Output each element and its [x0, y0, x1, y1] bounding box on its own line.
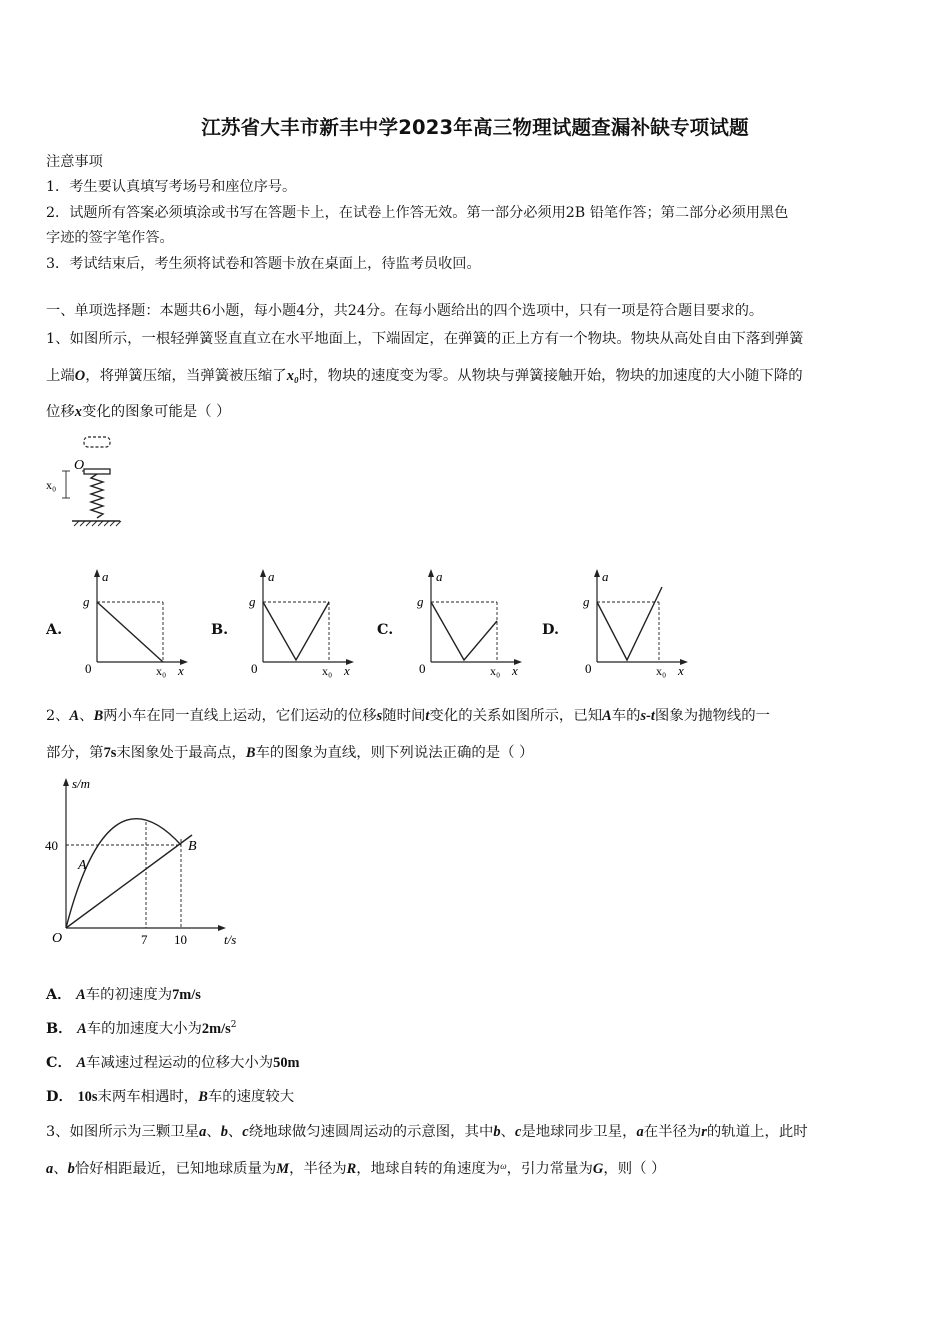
q2-text: 末图象处于最高点，: [116, 745, 246, 761]
line-b-label: B: [188, 839, 197, 854]
spring-top-plate: [84, 469, 110, 474]
answer-var: B: [198, 1089, 208, 1105]
curve: [597, 587, 662, 660]
note-item-1: 1．考生要认真填写考场号和座位序号。: [46, 179, 297, 195]
q3-var-b: b: [220, 1124, 228, 1140]
q3-text: ，则（ ）: [603, 1161, 666, 1177]
notes-heading: 注意事项: [46, 154, 103, 170]
answer-var: A: [76, 987, 86, 1003]
q1-text: 时，物块的速度变为零。从物块与弹簧接触开始，物块的加速度的大小随下降的: [298, 368, 803, 384]
q3-text: 、: [53, 1161, 68, 1177]
q3-var-c: c: [242, 1124, 249, 1140]
q3-var-a: a: [46, 1161, 54, 1177]
answer-sup: 2: [230, 1020, 237, 1031]
answer-value: 7m/s: [172, 987, 201, 1003]
q2-answer-a[interactable]: [46, 983, 201, 1004]
a-label: a: [268, 569, 275, 584]
q2-var-s: s: [376, 708, 383, 724]
q3-var-a: a: [636, 1124, 644, 1140]
q2-var-b: B: [245, 745, 256, 761]
q1-graph-d: [580, 565, 690, 680]
zero-label: 0: [585, 661, 592, 676]
q2-st-graph: [44, 772, 244, 947]
q3-var-r: R: [346, 1161, 357, 1177]
q3-text: ，半径为: [289, 1161, 347, 1177]
q1-graph-a: [80, 565, 190, 680]
note-item-2-cont: 字迹的签字笔作答。: [46, 230, 174, 246]
q2-var-a: A: [602, 708, 612, 724]
note-item-3: 3．考试结束后，考生须将试卷和答题卡放在桌面上，待监考员收回。: [46, 256, 481, 272]
answer-value: 50m: [273, 1055, 300, 1071]
q1-text: 变化的图象可能是（ ）: [82, 404, 231, 420]
q1-text: 上端: [46, 368, 75, 384]
answer-text: 车减速过程运动的位移大小为: [86, 1055, 274, 1071]
q3-text: 绕地球做匀速圆周运动的示意图，其中: [248, 1124, 494, 1140]
q2-value: 7s: [103, 745, 117, 761]
a-label: a: [602, 569, 609, 584]
q2-var-t: t: [425, 708, 430, 724]
spring-coil: [91, 474, 103, 518]
q3-var-b: b: [67, 1161, 75, 1177]
q1-line-1: 1、如图所示，一根轻弹簧竖直直立在水平地面上，下端固定，在弹簧的正上方有一个物块。物块从高处自由下落到弹簧: [46, 331, 804, 347]
q3-text: 、: [227, 1124, 243, 1140]
zero-label: 0: [251, 661, 258, 676]
q1-text: 位移: [46, 404, 75, 420]
spring-x0-label: x₀: [46, 478, 57, 492]
q1-graph-c: [414, 565, 524, 680]
q1-var-o: O: [74, 368, 86, 384]
q2-text: 、: [79, 708, 94, 724]
q1-line-3: [46, 400, 230, 421]
q3-text: ，引力常量为: [506, 1161, 593, 1177]
note-item-2: 2．试题所有答案必须填涂或书写在答题卡上，在试卷上作答无效。第一部分必须用2B 铅笔作答；第二部分必须用黑色: [46, 205, 789, 221]
q1-option-b[interactable]: B.: [211, 621, 229, 638]
g-label: g: [83, 594, 90, 609]
q1-graph-b: [246, 565, 356, 680]
q3-var-omega: ω: [500, 1161, 507, 1171]
ylabel: s/m: [72, 776, 91, 791]
q2-text: 车的图象为直线，则下列说法正确的是（ ）: [255, 745, 534, 761]
answer-letter: C．: [46, 1054, 72, 1071]
spring-figure: [40, 432, 130, 532]
q1-var-x: x: [74, 404, 82, 420]
x0-label: x₀: [656, 664, 667, 678]
y-arrow: [260, 569, 266, 577]
q2-answer-b[interactable]: [46, 1017, 236, 1038]
q2-text: 变化的关系如图所示，已知: [429, 708, 603, 724]
q3-text: 是地球同步卫星，: [521, 1124, 637, 1140]
answer-value: 2m/s: [201, 1021, 231, 1037]
g-label: g: [583, 594, 590, 609]
a-label: a: [102, 569, 109, 584]
answer-text: 车的速度较大: [207, 1089, 295, 1105]
q1-option-c[interactable]: C.: [377, 621, 394, 638]
q1-line-2: [46, 364, 803, 385]
q3-var-g: G: [592, 1161, 604, 1177]
curve-a-label: A: [78, 858, 87, 873]
xlabel: t/s: [224, 932, 237, 947]
q2-answer-c[interactable]: [46, 1051, 300, 1072]
block-dashed: [84, 437, 110, 447]
g-label: g: [417, 594, 424, 609]
answer-var: A: [77, 1021, 87, 1037]
q2-var-a: A: [69, 708, 80, 724]
q3-var-b: b: [493, 1124, 501, 1140]
spring-o-label: O: [74, 458, 85, 473]
q2-answer-d[interactable]: [46, 1085, 294, 1106]
origin-label: O: [52, 931, 63, 946]
line-b: [66, 835, 192, 928]
curve: [97, 602, 163, 662]
q2-line-1: [46, 704, 770, 725]
q3-line-1: [46, 1120, 808, 1141]
answer-letter: A．: [46, 986, 72, 1003]
x-label: x: [344, 663, 350, 678]
answer-letter: D．: [46, 1088, 73, 1105]
answer-text: 车的加速度大小为: [86, 1021, 202, 1037]
x0-label: x₀: [156, 664, 167, 678]
q3-line-2: [46, 1157, 665, 1178]
x-tick-7: 7: [141, 932, 148, 947]
q3-text: 、: [500, 1124, 515, 1140]
q3-text: 的轨道上，此时: [706, 1124, 808, 1140]
q2-var-b: B: [93, 708, 104, 724]
answer-text: 车的初速度为: [85, 987, 173, 1003]
zero-label: 0: [419, 661, 426, 676]
x-tick-10: 10: [174, 932, 187, 947]
y-arrow: [594, 569, 600, 577]
x-label: x: [512, 663, 518, 678]
y-arrow: [428, 569, 434, 577]
section-heading: 一、单项选择题：本题共6小题，每小题4分，共24分。在每小题给出的四个选项中，只有一项是符合题目要求的。: [46, 303, 764, 319]
q2-text: 图象为抛物线的一: [654, 708, 771, 724]
curve: [263, 602, 329, 660]
q3-text: 恰好相距最近，已知地球质量为: [74, 1161, 277, 1177]
x-label: x: [178, 663, 184, 678]
a-label: a: [436, 569, 443, 584]
y-tick-40: 40: [45, 838, 58, 853]
q2-text: 部分，第: [46, 745, 104, 761]
q2-text: 2、: [46, 708, 70, 724]
x-label: x: [678, 663, 684, 678]
answer-letter: B．: [46, 1020, 73, 1037]
q1-option-d[interactable]: D.: [542, 621, 559, 638]
q2-text: 随时间: [382, 708, 426, 724]
q2-line-2: [46, 741, 534, 762]
answer-var: A: [76, 1055, 87, 1071]
q3-var-m: M: [276, 1161, 290, 1177]
curve: [431, 602, 497, 660]
y-arrow: [94, 569, 100, 577]
curve-a: [66, 819, 181, 928]
q2-var-st: s-t: [640, 708, 655, 724]
q2-text: 两小车在同一直线上运动，它们运动的位移: [103, 708, 377, 724]
q1-option-a[interactable]: A.: [46, 621, 63, 638]
page-title: 江苏省大丰市新丰中学2023年高三物理试题查漏补缺专项试题: [201, 116, 749, 139]
x-arrow: [218, 925, 226, 931]
answer-text: 末两车相遇时，: [97, 1089, 199, 1105]
q3-var-c: c: [514, 1124, 522, 1140]
q3-text: 3、如图所示为三颗卫星: [46, 1124, 200, 1140]
x0-label: x₀: [490, 664, 501, 678]
q1-text: ，将弹簧压缩，当弹簧被压缩了: [85, 368, 287, 384]
q3-var-r: r: [701, 1124, 707, 1140]
answer-value: 10s: [77, 1089, 98, 1105]
y-arrow: [63, 778, 69, 786]
q2-text: 车的: [611, 708, 641, 724]
zero-label: 0: [85, 661, 92, 676]
g-label: g: [249, 594, 256, 609]
q3-text: 在半径为: [643, 1124, 702, 1140]
q1-var-x0: x₀: [286, 368, 299, 384]
q3-text: 、: [206, 1124, 221, 1140]
q3-text: ，地球自转的角速度为: [356, 1161, 501, 1177]
q3-var-a: a: [199, 1124, 207, 1140]
x0-label: x₀: [322, 664, 333, 678]
